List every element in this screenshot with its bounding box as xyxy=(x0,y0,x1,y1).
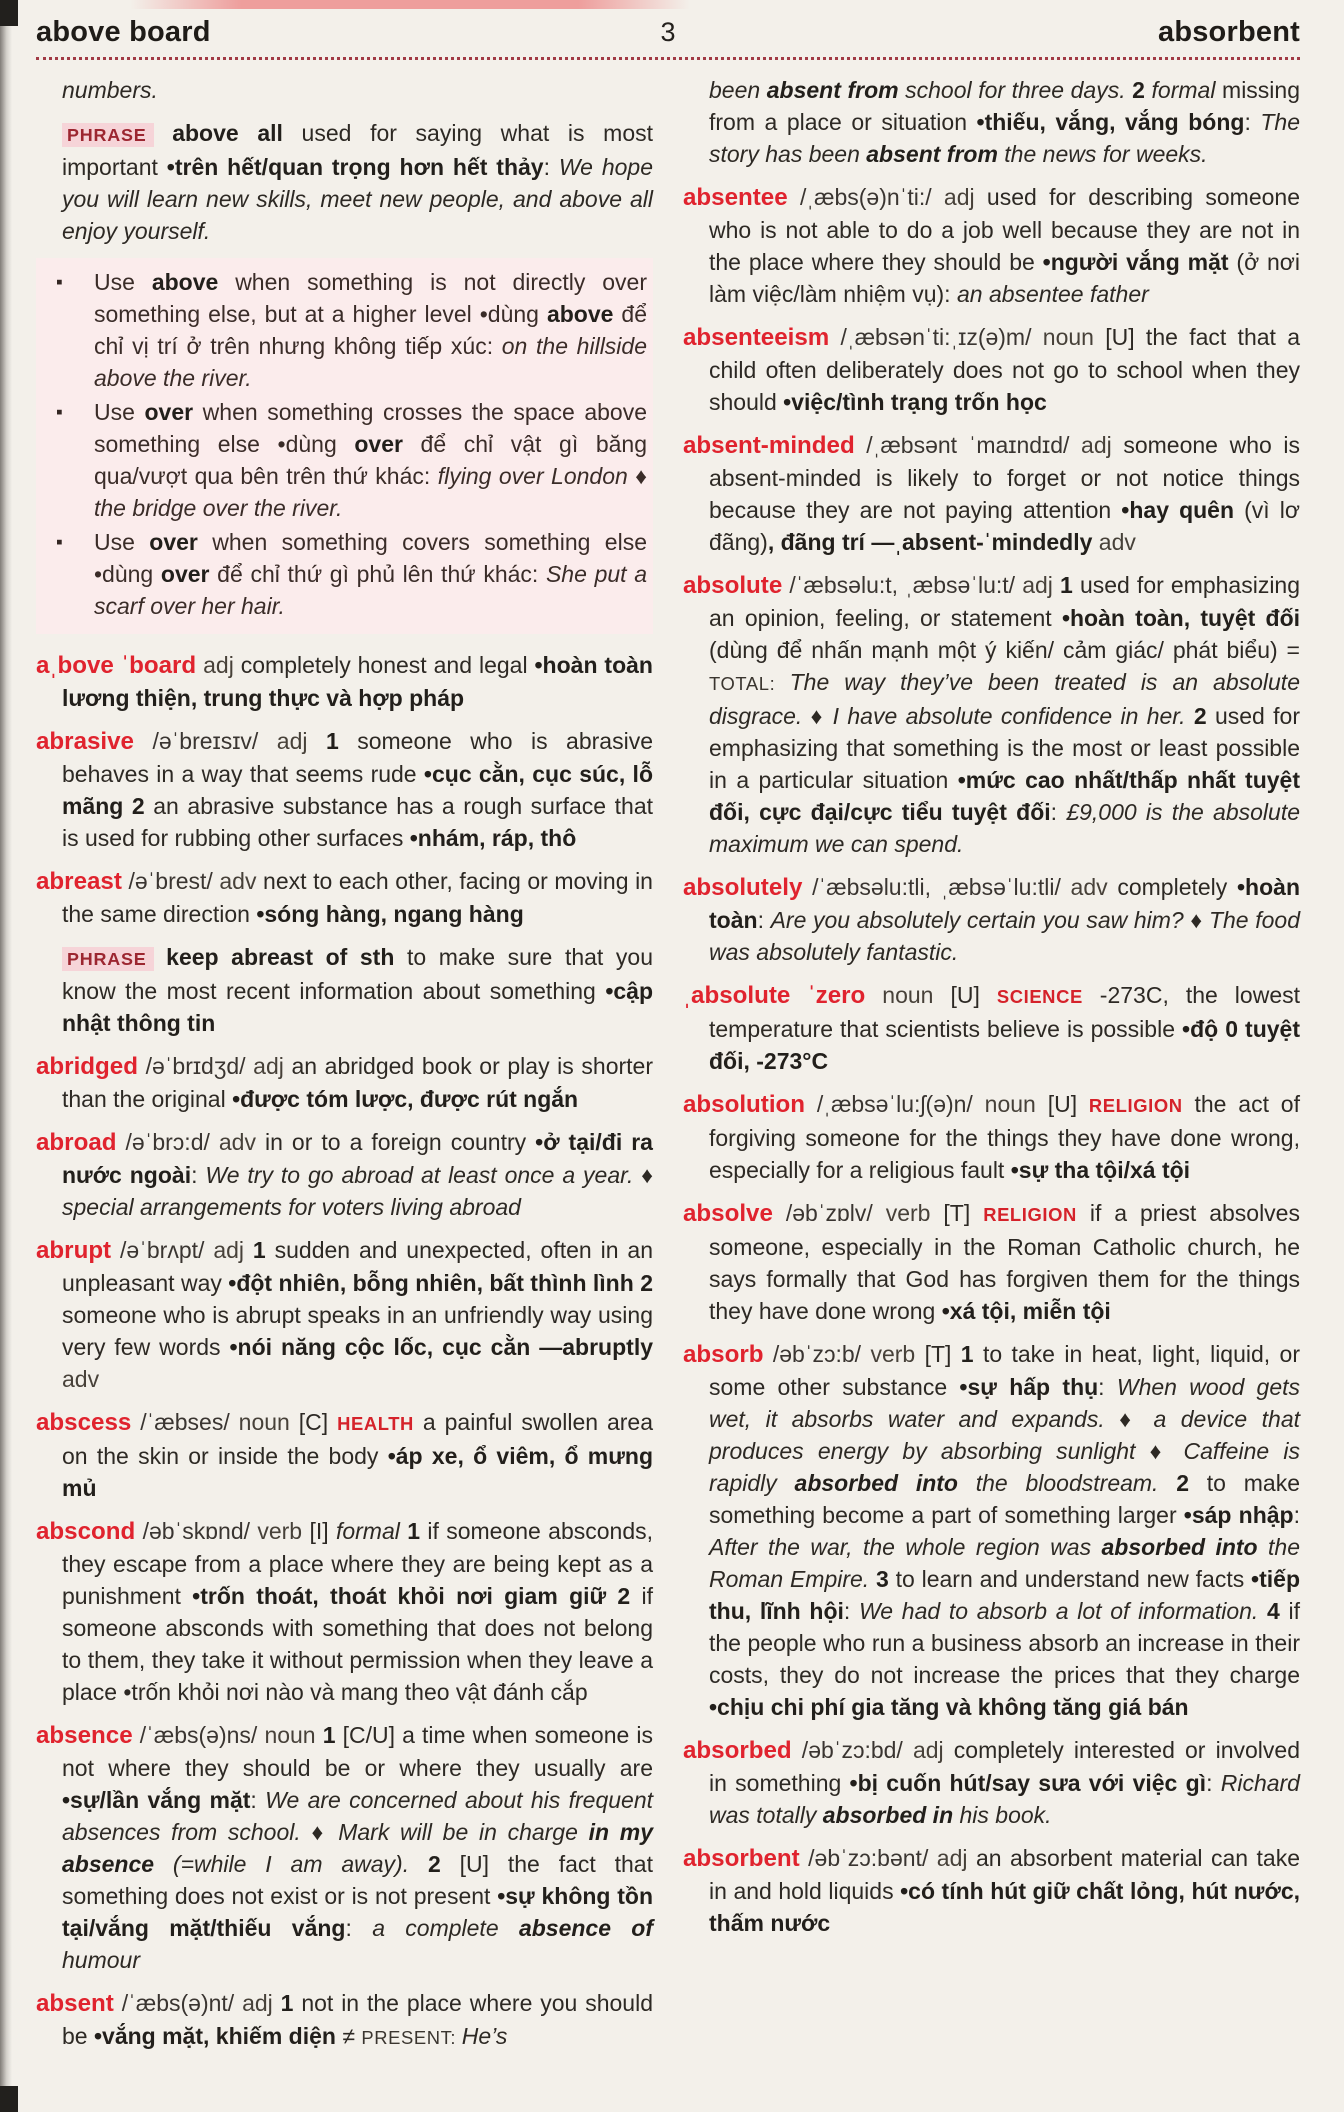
definition-text: : xyxy=(191,1162,206,1188)
translation-bold: •sáp nhập xyxy=(1183,1502,1294,1528)
headword: abrasive xyxy=(36,728,134,755)
part-of-speech: adv xyxy=(219,868,264,894)
two-column-text xyxy=(36,74,1300,2054)
definition-text: not in the place where you should be xyxy=(62,1990,653,2049)
sense-number: 1 xyxy=(322,1722,343,1748)
definition-text: : xyxy=(543,154,559,180)
phonetic-transcription: /ˈæbs(ə)nt/ xyxy=(113,1990,243,2016)
translation-bold: •tiếp thu, lĩnh hội xyxy=(709,1566,1300,1624)
sense-number: 1 xyxy=(280,1990,302,2016)
definition-text: an abridged book or play is shorter than the original xyxy=(62,1053,653,1112)
example-bold-italic: absorbed into xyxy=(1101,1534,1269,1560)
subject-label: RELIGION xyxy=(983,1204,1077,1225)
example-italic: his book. xyxy=(959,1802,1052,1828)
translation-bold: •sự tha tội/xá tội xyxy=(1010,1157,1191,1183)
part-of-speech: noun xyxy=(238,1409,299,1435)
translation-bold: •hoàn toàn, tuyệt đối xyxy=(1061,605,1301,631)
small-caps-label: TOTAL: xyxy=(709,673,790,694)
entry-abscond xyxy=(36,1515,653,1708)
definition-text: để chỉ vị trí ở trên nhưng không tiếp xúc: xyxy=(94,301,647,359)
definition-text: to make something become a part of something larger xyxy=(709,1470,1300,1528)
translation-bold: •cập nhật thông tin xyxy=(62,978,653,1036)
part-of-speech: noun xyxy=(984,1091,1048,1117)
example-italic: special arrangements for voters living abroad xyxy=(62,1194,521,1220)
definition-text: Use xyxy=(94,269,152,295)
part-of-speech: noun xyxy=(1042,324,1106,350)
definition-text: to take in heat, light, liquid, or some other substance xyxy=(709,1341,1301,1400)
definition-text: ♦ xyxy=(635,463,647,489)
example-italic: She put a scarf over her hair. xyxy=(94,561,648,619)
translation-bold: over xyxy=(354,431,403,457)
translation-bold: over xyxy=(149,529,198,555)
definition-text: in or to a foreign country xyxy=(265,1129,536,1155)
guide-word-left: above board xyxy=(36,16,211,48)
translation-bold: •cục cằn, cục súc, lỗ mãng xyxy=(62,761,653,819)
part-of-speech: adj xyxy=(1022,572,1061,598)
example-italic: We try to go abroad at least once a year. xyxy=(205,1162,642,1188)
translation-bold: •hoàn toàn lương thiện, trung thực và hợp pháp xyxy=(62,652,653,711)
definition-text: Use xyxy=(94,399,145,425)
phonetic-transcription: /əbˈzɔ:bd/ xyxy=(791,1737,913,1763)
entry-abrasive xyxy=(36,725,653,854)
translation-bold: •xá tội, miễn tội xyxy=(941,1298,1111,1324)
part-of-speech: noun xyxy=(865,982,951,1008)
page-binding-shadow xyxy=(0,0,12,2112)
definition-text: sudden and unexpected, often in an unpleasant way xyxy=(62,1237,653,1296)
continuation-absent xyxy=(683,74,1300,170)
example-bold-italic: absorbed into xyxy=(794,1470,976,1496)
translation-bold: •chịu chi phí gia tăng và không tăng giá bán xyxy=(709,1694,1189,1720)
headword: absentee xyxy=(683,184,788,211)
phonetic-transcription: /əˈbrɔ:d/ xyxy=(116,1129,219,1155)
headword: abrupt xyxy=(36,1237,112,1264)
example-italic: school for three days. xyxy=(905,77,1133,103)
example-bold-italic: absence of xyxy=(518,1915,654,1941)
entry-abscess xyxy=(36,1406,653,1504)
phonetic-transcription: /ˌæbs(ə)nˈti:/ xyxy=(787,184,944,210)
definition-text: completely xyxy=(1117,874,1237,900)
entry-abrupt xyxy=(36,1234,653,1395)
definition-text: : xyxy=(250,1787,266,1813)
definition-text: an absorbent material can take in and hold liquids xyxy=(709,1845,1300,1904)
part-of-speech: adj xyxy=(253,1053,292,1079)
sense-number: 1 xyxy=(325,728,358,754)
translation-bold: •nhám, ráp, thô xyxy=(409,825,577,851)
example-italic: We are concerned about his frequent absences from school. xyxy=(62,1787,654,1845)
phonetic-transcription: /əˈbrʌpt/ xyxy=(111,1237,214,1263)
part-of-speech: verb xyxy=(870,1341,925,1367)
phonetic-transcription: /ˈæbses/ xyxy=(131,1409,239,1435)
definition-text: ♦ xyxy=(1149,1438,1184,1464)
translation-bold: •đột nhiên, bỗng nhiên, bất thình lình xyxy=(228,1270,641,1296)
headword: absolution xyxy=(683,1091,806,1118)
translation-bold: over xyxy=(160,561,210,587)
phonetic-transcription: /əbˈzɔ:b/ xyxy=(763,1341,871,1367)
example-italic: a complete xyxy=(372,1915,519,1941)
headword: absolutely xyxy=(683,874,803,901)
headword: absent xyxy=(36,1990,114,2017)
phonetic-transcription: /əˈbrest/ xyxy=(121,868,220,894)
definition-text: : xyxy=(1050,799,1067,825)
phonetic-transcription: /əˈbrɪdʒd/ xyxy=(137,1053,254,1079)
right-column xyxy=(683,74,1300,2054)
example-bold-italic: absent from xyxy=(866,141,1005,167)
definition-text: if a priest absolves someone, especially in the Roman Catholic church, he says formally that God has forgiven them for the things they have done wrong xyxy=(709,1200,1300,1324)
definition-text: [U] xyxy=(1047,1091,1089,1117)
definition-text: completely interested or involved in something xyxy=(709,1737,1300,1796)
definition-text: a painful swollen area on the skin or inside the body xyxy=(62,1409,653,1469)
example-italic: Richard was totally xyxy=(709,1770,1300,1828)
entry-absorbent xyxy=(683,1842,1300,1939)
phrase-keep-abreast xyxy=(36,941,653,1039)
definition-text: used for saying what is most important xyxy=(62,120,654,180)
example-italic: After the war, the whole region was xyxy=(709,1534,1102,1560)
scan-pink-smudge xyxy=(130,0,690,9)
subject-label: SCIENCE xyxy=(996,986,1083,1007)
small-caps-label: PRESENT: xyxy=(361,2027,462,2048)
definition-text: : xyxy=(345,1915,373,1941)
example-italic: the bridge over the river. xyxy=(94,495,343,521)
subject-label: HEALTH xyxy=(337,1413,414,1434)
square-bullet-icon: ▪ xyxy=(56,402,63,423)
definition-text: someone who is abrasive behaves in a way that seems rude xyxy=(62,728,653,787)
phonetic-transcription: /əbˈzɔ:bənt/ xyxy=(799,1845,937,1871)
definition-text: [U] xyxy=(950,982,997,1008)
part-of-speech: adj xyxy=(276,728,326,754)
definition-text: [U] the fact that a child often deliberately does not go to school when they should xyxy=(709,324,1300,415)
entry-absorb xyxy=(683,1338,1300,1723)
phonetic-transcription: /ˈæbsəlu:tli, ˌæbsəˈlu:tli/ xyxy=(802,874,1071,900)
translation-bold: •có tính hút giữ chất lỏng, hút nước, thấm nước xyxy=(709,1878,1300,1936)
sense-number: 1 xyxy=(1060,572,1080,598)
headword: absorbent xyxy=(683,1845,800,1872)
definition-text: : xyxy=(757,907,771,933)
subject-label: RELIGION xyxy=(1088,1095,1183,1116)
part-of-speech: adj xyxy=(242,1990,281,2016)
phonetic-transcription: /ˌæbsənˈti:ˌɪz(ə)m/ xyxy=(829,324,1043,350)
definition-text: next to each other, facing or moving in the same direction xyxy=(62,868,653,927)
definition-text: when something crosses the space above something else •dùng xyxy=(94,399,647,457)
sense-number: 2 xyxy=(427,1851,460,1877)
example-bold-italic: absent from xyxy=(766,77,906,103)
definition-text: ♦ xyxy=(311,1819,339,1845)
entry-absorbed xyxy=(683,1734,1300,1831)
sense-number: 1 xyxy=(407,1518,428,1544)
entry-absolute xyxy=(683,569,1300,860)
headword: abreast xyxy=(36,868,122,895)
phonetic-transcription: /əbˈzɒlv/ xyxy=(772,1200,886,1226)
definition-text: an abrasive substance has a rough surface that is used for rubbing other surfaces xyxy=(62,793,654,851)
definition-text: the act of forgiving someone for the things they have done wrong, especially for a religious fault xyxy=(709,1091,1300,1183)
sense-number: 2 xyxy=(1193,703,1215,729)
headword: absent-minded xyxy=(683,432,855,459)
running-head xyxy=(36,16,1300,60)
sense-number: 3 xyxy=(876,1566,896,1592)
entry-abreast xyxy=(36,865,653,930)
definition-text: if someone absconds with something that does not belong to them, they take it without permission when they leave a place •trốn khỏi nơi nào và mang theo vật đánh cắp xyxy=(62,1583,653,1705)
definition-text: : xyxy=(1098,1374,1117,1400)
translation-bold: over xyxy=(144,399,194,425)
translation-bold: above all xyxy=(153,120,302,146)
translation-bold: •được tóm lược, được rút ngắn xyxy=(232,1086,579,1112)
definition-text: : xyxy=(1244,109,1261,135)
translation-bold: •thiếu, vắng, vắng bóng xyxy=(976,109,1245,135)
part-of-speech: adv xyxy=(218,1129,265,1155)
translation-bold: •sự hấp thụ xyxy=(959,1374,1099,1400)
entry-absenteeism xyxy=(683,321,1300,418)
definition-text: completely honest and legal xyxy=(240,652,535,678)
part-of-speech: verb xyxy=(885,1200,944,1226)
example-italic: been xyxy=(709,77,767,103)
headword: abroad xyxy=(36,1129,117,1156)
definition-text: (ở nơi làm việc/làm nhiệm vụ): xyxy=(709,249,1301,307)
translation-bold: above xyxy=(151,269,219,295)
guide-word-right: absorbent xyxy=(1157,16,1300,48)
sense-number: 2 xyxy=(1176,1470,1207,1496)
example-italic: We had to absorb a lot of information. xyxy=(859,1598,1268,1624)
part-of-speech: adj xyxy=(213,1237,253,1263)
sense-number: 1 xyxy=(252,1237,275,1263)
phrase-above-all xyxy=(36,117,653,247)
definition-text: -273C, the lowest temperature that scientists believe is possible xyxy=(709,982,1301,1042)
sense-number: 2 xyxy=(1132,77,1152,103)
definition-text: missing from a place or situation xyxy=(709,77,1300,135)
headword: abscess xyxy=(36,1409,132,1436)
scan-corner-artifact-bottom xyxy=(0,2086,18,2112)
entry-absentee xyxy=(683,181,1300,310)
part-of-speech: adv xyxy=(1092,529,1136,555)
left-column xyxy=(36,74,653,2054)
entry-absent-minded xyxy=(683,429,1300,558)
entry-abridged xyxy=(36,1050,653,1115)
translation-bold: above xyxy=(546,301,614,327)
definition-text: if someone absconds, they escape from a place where they are being kept as a punishment xyxy=(62,1518,654,1609)
entry-absolve xyxy=(683,1197,1300,1327)
headword: absorb xyxy=(683,1341,764,1368)
example-italic: formal xyxy=(1151,77,1223,103)
headword: absolute xyxy=(683,572,783,599)
definition-text: : xyxy=(1293,1502,1301,1528)
definition-text: ♦ xyxy=(810,703,833,729)
headword: absorbed xyxy=(683,1737,792,1764)
part-of-speech: adj xyxy=(936,1845,976,1871)
example-italic: We hope you will learn new skills, meet new people, and above all enjoy yourself. xyxy=(62,154,654,244)
example-italic: The story has been xyxy=(709,109,1301,167)
example-italic: The food was absolutely fantastic. xyxy=(709,907,1300,965)
translation-bold: —ˌabsent-ˈmindedly xyxy=(871,529,1093,555)
translation-bold: •hoàn toàn xyxy=(709,874,1300,933)
example-italic: a device that produces energy by absorbing sunlight xyxy=(709,1406,1300,1464)
square-bullet-icon: ▪ xyxy=(56,532,63,553)
part-of-speech: adj xyxy=(196,652,241,678)
example-italic: formal xyxy=(335,1518,408,1544)
entry-abroad xyxy=(36,1126,653,1223)
phonetic-transcription: /ˌæbsəˈlu:ʃ(ə)n/ xyxy=(805,1091,985,1117)
example-italic: flying over London xyxy=(437,463,636,489)
definition-text: để chỉ vật gì băng qua/vượt qua bên trên thứ khác: xyxy=(94,431,648,489)
definition-text: if the people who run a business absorb an increase in their costs, they do not increase the prices that they charge xyxy=(709,1598,1301,1688)
example-italic: (=while I am away). xyxy=(172,1851,428,1877)
part-of-speech: noun xyxy=(264,1722,323,1748)
entry-absolute-zero xyxy=(683,979,1300,1077)
translation-bold: •vắng mặt, khiếm diện xyxy=(93,2023,343,2049)
example-bold-italic: absorbed in xyxy=(822,1802,960,1828)
definition-text: to learn and understand new facts xyxy=(895,1566,1252,1592)
phonetic-transcription: /əˈbreɪsɪv/ xyxy=(133,728,277,754)
example-italic: When wood gets wet, it absorbs water and expands. xyxy=(709,1374,1301,1432)
example-italic: £9,000 is the absolute maximum we can spend. xyxy=(709,799,1301,857)
sense-number: 2 xyxy=(617,1583,642,1609)
translation-bold: •trên hết/quan trọng hơn hết thảy xyxy=(166,154,544,180)
definition-text: ≠ xyxy=(342,2023,362,2049)
definition-text: ♦ xyxy=(1119,1406,1154,1432)
part-of-speech: verb xyxy=(257,1518,310,1544)
example-italic: Mark will be in charge xyxy=(338,1819,589,1845)
translation-bold: •hay quên xyxy=(1121,497,1245,523)
translation-bold: •người vắng mặt xyxy=(1042,249,1237,275)
translation-bold: keep abreast of sth xyxy=(153,944,407,970)
translation-bold: •áp xe, ổ viêm, ổ mưng mủ xyxy=(62,1443,653,1501)
example-italic: Are you absolutely certain you saw him? xyxy=(770,907,1191,933)
definition-text: when something covers something else •dùng xyxy=(94,529,647,587)
example-italic: the news for weeks. xyxy=(1004,141,1208,167)
definition-text: [U] the fact that something does not exist or is not present xyxy=(62,1851,653,1909)
headword: absenteeism xyxy=(683,324,830,351)
definition-text: ♦ xyxy=(641,1162,653,1188)
example-italic: numbers. xyxy=(62,77,158,103)
entry-absence xyxy=(36,1719,653,1976)
definition-text: used for emphasizing an opinion, feeling, or statement xyxy=(709,572,1301,631)
translation-bold: •sự không tồn tại/vắng mặt/thiếu vắng xyxy=(62,1883,653,1941)
phonetic-transcription: /ˌæbsənt ˈmaɪndɪd/ xyxy=(854,432,1082,458)
entry-absent xyxy=(36,1987,653,2054)
translation-bold: —abruptly xyxy=(539,1334,653,1360)
phonetic-transcription: /ˈæbsəlu:t, ˌæbsəˈlu:t/ xyxy=(782,572,1023,598)
definition-text: to make sure that you know the most recent information about something xyxy=(62,944,653,1004)
sense-number: 2 xyxy=(640,1270,653,1296)
example-italic: an absentee father xyxy=(956,281,1149,307)
translation-bold: •trốn thoát, thoát khỏi nơi giam giữ xyxy=(192,1583,618,1609)
page-number: 3 xyxy=(660,17,676,47)
example-italic: Caffeine is rapidly xyxy=(709,1438,1300,1496)
example-italic: the bloodstream. xyxy=(975,1470,1177,1496)
translation-bold: •việc/tình trạng trốn học xyxy=(783,389,1047,415)
entry-above-board xyxy=(36,649,653,714)
definition-text: [C/U] a time when someone is not where they should be or where they usually are xyxy=(62,1722,654,1781)
usage-note-item xyxy=(36,266,647,394)
translation-bold: •nói năng cộc lốc, cục cằn xyxy=(229,1334,540,1360)
definition-text: someone who is absent-minded is likely to forget or not notice things because they are not paying attention xyxy=(709,432,1301,523)
definition-text: (dùng để nhấn mạnh một ý kiến/ cảm giác/ phát biểu) = xyxy=(709,637,1300,663)
definition-text: : xyxy=(1206,1770,1221,1796)
example-italic: humour xyxy=(62,1947,140,1973)
sense-number: 2 xyxy=(131,793,154,819)
part-of-speech: adv xyxy=(1070,874,1118,900)
definition-text: : xyxy=(843,1598,860,1624)
part-of-speech: adj xyxy=(943,184,987,210)
entry-absolution xyxy=(683,1088,1300,1186)
definition-text: someone who is abrupt speaks in an unfriendly way using very few words xyxy=(62,1302,653,1360)
definition-text: [I] xyxy=(309,1518,336,1544)
headword: absolve xyxy=(683,1200,773,1227)
definition-text: when something is not directly over something else, but at a higher level •dùng xyxy=(94,269,647,327)
translation-bold: •sự/lần vắng mặt xyxy=(62,1787,251,1813)
entry-absolutely xyxy=(683,871,1300,968)
headword: absence xyxy=(36,1722,133,1749)
definition-text: [C] xyxy=(298,1409,338,1435)
example-italic: The way they’ve been treated is an absolute disgrace. xyxy=(709,669,1300,729)
phonetic-transcription: /əbˈskɒnd/ xyxy=(135,1518,258,1544)
definition-text: (vì lơ đãng) xyxy=(709,497,1300,555)
usage-note-item xyxy=(36,526,647,622)
translation-bold: •ở tại/đi ra nước ngoài xyxy=(62,1129,653,1188)
phrase-label: PHRASE xyxy=(62,947,154,971)
phrase-label: PHRASE xyxy=(62,123,154,147)
definition-text: [T] xyxy=(943,1200,984,1226)
definition-text: used for describing someone who is not able to do a job well because they are not in the place where they should be xyxy=(709,184,1300,275)
headword: abscond xyxy=(36,1518,136,1545)
example-italic: He’s xyxy=(461,2023,508,2049)
translation-bold: •sóng hàng, ngang hàng xyxy=(256,901,524,927)
translation-bold: •mức cao nhất/thấp nhất tuyệt đối, cực đại/cực tiểu tuyệt đối xyxy=(709,767,1300,825)
headword: aˌbove ˈboard xyxy=(36,652,197,679)
translation-bold: , đãng trí xyxy=(767,529,872,555)
example-bold-italic: in my absence xyxy=(62,1819,653,1877)
headword: ˌabsolute ˈzero xyxy=(683,982,866,1009)
example-italic: on the hillside above the river. xyxy=(94,333,647,391)
definition-text: ♦ xyxy=(1190,907,1209,933)
headword: abridged xyxy=(36,1053,138,1080)
part-of-speech: adv xyxy=(62,1366,100,1392)
continuation-numbers xyxy=(36,74,653,106)
sense-number: 4 xyxy=(1267,1598,1289,1624)
example-italic: I have absolute confidence in her. xyxy=(832,703,1194,729)
usage-note-item xyxy=(36,396,647,524)
sense-number: 1 xyxy=(960,1341,983,1367)
square-bullet-icon: ▪ xyxy=(56,272,63,293)
definition-text: used for emphasizing that something is the most or least possible in a particular situation xyxy=(709,703,1300,793)
part-of-speech: adj xyxy=(1081,432,1124,458)
definition-text: để chỉ thứ gì phủ lên thứ khác: xyxy=(209,561,546,587)
definition-text: [T] xyxy=(924,1341,961,1367)
translation-bold: •bị cuốn hút/say sưa với việc gì xyxy=(849,1770,1207,1796)
usage-note-above-over xyxy=(36,258,653,634)
phonetic-transcription: /ˈæbs(ə)ns/ xyxy=(132,1722,265,1748)
scan-corner-artifact-top xyxy=(0,0,18,26)
example-italic: the Roman Empire. xyxy=(709,1534,1300,1592)
part-of-speech: adj xyxy=(912,1737,954,1763)
translation-bold: •độ 0 tuyệt đối, -273°C xyxy=(709,1016,1300,1074)
definition-text: Use xyxy=(94,529,150,555)
